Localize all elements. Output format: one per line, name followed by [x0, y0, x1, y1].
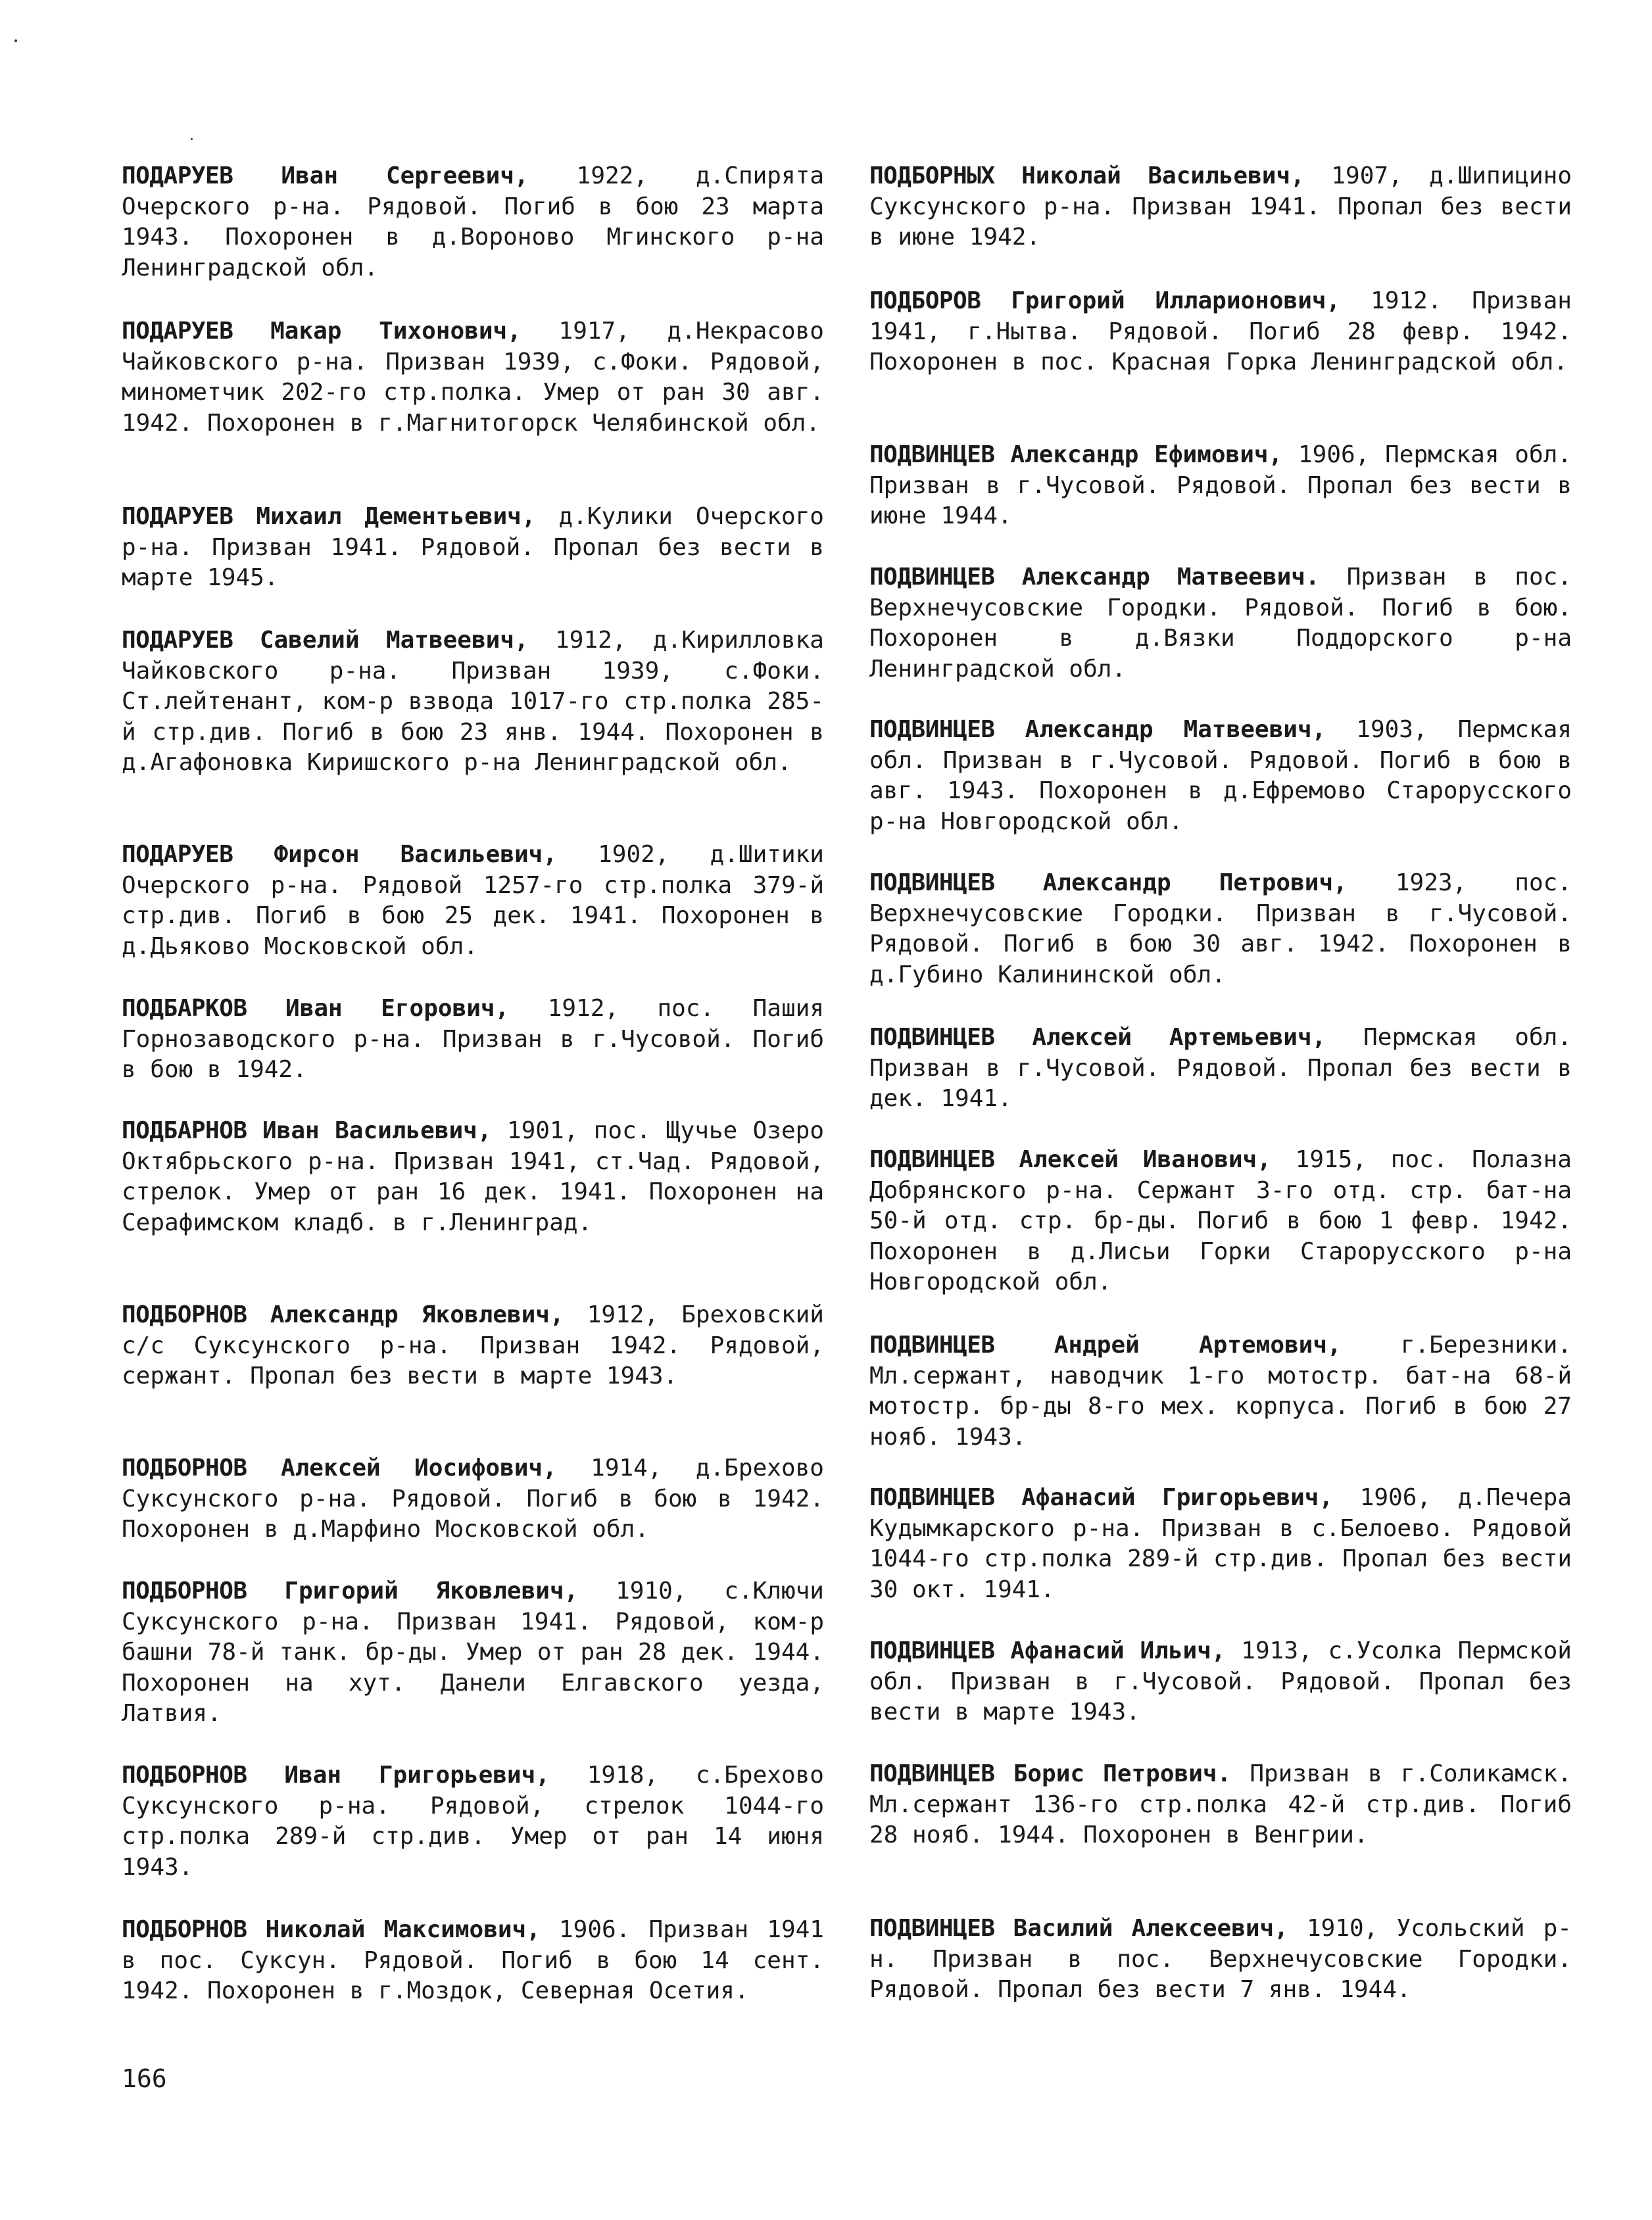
entry-given-name: Алексей Артемьевич, [1032, 1024, 1326, 1051]
entry-biography: 1923, пос. Верхнечусовские Городки. Призван в г.Чусовой. Рядовой. Погиб в бою 30 авг. 1942. Похоронен в д.Губино Калининской обл. [869, 869, 1572, 988]
entry [869, 1914, 1572, 2006]
entry-given-name: Александр Матвеевич. [1021, 564, 1320, 591]
entry-surname: ПОДБОРНОВ [122, 1916, 247, 1943]
entry-biography: Призван в г.Соликамск. Мл.сержант 136-го стр.полка 42-й стр.див. Погиб 28 нояб. 1944. Похоронен в Венгрии. [869, 1760, 1572, 1848]
entry [122, 1915, 824, 2007]
entry-surname: ПОДБАРНОВ [122, 1117, 247, 1144]
entry-surname: ПОДБОРОВ [869, 287, 981, 314]
entry-surname: ПОДБОРНОВ [122, 1578, 247, 1605]
entry-surname: ПОДВИНЦЕВ [869, 716, 995, 743]
entry-biography: 1912, д.Кирилловка Чайковского р-на. Призван 1939, с.Фоки. Ст.лейтенант, ком-р взвода 1017-го стр.полка 285-й стр.див. Погиб в бою 23 янв. 1944. Похоронен в д.Агафоновка Киришского р-на Ленинградской обл. [122, 627, 824, 776]
entry-surname: ПОДБОРНОВ [122, 1455, 247, 1482]
entry-surname: ПОДВИНЦЕВ [869, 441, 995, 468]
entry-biography: 1906, д.Печера Кудымкарского р-на. Призван в с.Белоево. Рядовой 1044-го стр.полка 289-й стр.див. Пропал без вести 30 окт. 1941. [869, 1484, 1572, 1603]
entry-given-name: Григорий Илларионович, [1011, 287, 1341, 314]
entry [869, 1759, 1572, 1851]
entry-given-name: Александр Яковлевич, [270, 1301, 564, 1328]
entry-biography: г.Березники. Мл.сержант, наводчик 1-го мотостр. бат-на 68-й мотостр. бр-ды 8-го мех. корпуса. Погиб в бою 27 нояб. 1943. [869, 1332, 1572, 1451]
entry-surname: ПОДВИНЦЕВ [869, 1146, 995, 1173]
entry-biography: 1910, Усольский р-н. Призван в пос. Верхнечусовские Городки. Рядовой. Пропал без вести 7 янв. 1944. [869, 1915, 1572, 2003]
entry-given-name: Василий Алексеевич, [1013, 1915, 1288, 1942]
entry-given-name: Афанасий Григорьевич, [1021, 1484, 1334, 1511]
entry-biography: 1912. Призван 1941, г.Нытва. Рядовой. Погиб 28 февр. 1942. Похоронен в пос. Красная Горка Ленинградской обл. [869, 287, 1572, 375]
entry-given-name: Фирсон Васильевич, [274, 841, 558, 868]
entry-biography: 1907, д.Шипицино Суксунского р-на. Призван 1941. Пропал без вести в июне 1942. [869, 162, 1572, 251]
entry [122, 161, 824, 283]
entry [869, 286, 1572, 378]
entry [869, 440, 1572, 532]
entry-given-name: Макар Тихонович, [270, 318, 522, 345]
scan-speck [191, 138, 193, 140]
entry [869, 868, 1572, 990]
entry [122, 1453, 824, 1545]
entry-given-name: Иван Сергеевич, [281, 162, 529, 189]
entry-given-name: Николай Васильевич, [1021, 162, 1305, 189]
entry-given-name: Борис Петрович. [1013, 1760, 1232, 1787]
entry-surname: ПОДВИНЦЕВ [869, 564, 995, 591]
entry [869, 1145, 1572, 1298]
entry [869, 562, 1572, 685]
entry-surname: ПОДАРУЕВ [122, 841, 233, 868]
entry-given-name: Александр Петрович, [1042, 869, 1348, 896]
entry [122, 1576, 824, 1729]
entry-given-name: Николай Максимович, [265, 1916, 541, 1943]
entry-biography: 1922, д.Спирята Очерского р-на. Рядовой. Погиб в бою 23 марта 1943. Похоронен в д.Вороново Мгинского р-на Ленинградской обл. [122, 162, 825, 281]
entry-given-name: Андрей Артемович, [1054, 1332, 1342, 1359]
entry-given-name: Иван Егорович, [285, 995, 510, 1022]
entry-biography: 1902, д.Шитики Очерского р-на. Рядовой 1257-го стр.полка 379-й стр.див. Погиб в бою 25 дек. 1941. Похоронен в д.Дьяково Московской обл. [122, 841, 824, 960]
entry-biography: 1917, д.Некрасово Чайковского р-на. Призван 1939, с.Фоки. Рядовой, минометчик 202-го стр.полка. Умер от ран 30 авг. 1942. Похоронен в г.Магнитогорск Челябинской обл. [122, 318, 824, 437]
entry-surname: ПОДАРУЕВ [122, 627, 233, 654]
entry-biography: 1906, Пермская обл. Призван в г.Чусовой. Рядовой. Пропал без вести в июне 1944. [869, 441, 1572, 529]
entry-given-name: Савелий Матвеевич, [259, 627, 529, 654]
entry-biography: 1914, д.Брехово Суксунского р-на. Рядовой. Погиб в бою в 1942. Похоронен в д.Марфино Московской обл. [122, 1455, 824, 1543]
entry-biography: 1915, пос. Полазна Добрянского р-на. Сержант 3-го отд. стр. бат-на 50-й отд. стр. бр-ды. Погиб в бою 1 февр. 1942. Похоронен в д.Лисьи Горки Старорусского р-на Новгородской обл. [869, 1146, 1572, 1295]
entry-biography: 1913, с.Усолка Пермской обл. Призван в г.Чусовой. Рядовой. Пропал без вести в марте 1943. [869, 1637, 1572, 1725]
entry-biography: Пермская обл. Призван в г.Чусовой. Рядовой. Пропал без вести в дек. 1941. [869, 1024, 1572, 1112]
entry-given-name: Иван Васильевич, [262, 1117, 492, 1144]
entry-given-name: Алексей Иванович, [1019, 1146, 1271, 1173]
entry [122, 625, 824, 779]
entry-surname: ПОДАРУЕВ [122, 503, 233, 530]
entry-biography: 1906. Призван 1941 в пос. Суксун. Рядовой. Погиб в бою 14 сент. 1942. Похоронен в г.Моздок, Северная Осетия. [122, 1916, 824, 2004]
entry-surname: ПОДБОРНОВ [122, 1762, 247, 1789]
entry-given-name: Алексей Иосифович, [280, 1455, 557, 1482]
entry-biography: 1903, Пермская обл. Призван в г.Чусовой. Рядовой. Погиб в бою в авг. 1943. Похоронен в д.Ефремово Старорусского р-на Новгородской обл. [869, 716, 1572, 835]
entry-biography: 1918, с.Брехово Суксунского р-на. Рядовой, стрелок 1044-го стр.полка 289-й стр.див. Умер от ран 14 июня 1943. [122, 1762, 824, 1881]
entry [122, 502, 824, 594]
entry-biography: Призван в пос. Верхнечусовские Городки. Рядовой. Погиб в бою. Похоронен в д.Вязки Поддорского р-на Ленинградской обл. [869, 564, 1572, 683]
entry-surname: ПОДВИНЦЕВ [869, 1915, 995, 1942]
entry-surname: ПОДВИНЦЕВ [869, 1024, 995, 1051]
entry-surname: ПОДВИНЦЕВ [869, 1637, 995, 1664]
entry [869, 1330, 1572, 1453]
entry-surname: ПОДВИНЦЕВ [869, 1760, 995, 1787]
entry [869, 715, 1572, 837]
entry-biography: 1912, Бреховский с/с Суксунского р-на. Призван 1942. Рядовой, сержант. Пропал без вести в марте 1943. [122, 1301, 824, 1389]
entry-surname: ПОДВИНЦЕВ [869, 869, 995, 896]
entry [869, 1636, 1572, 1728]
page-number: 166 [122, 2064, 167, 2093]
entry-surname: ПОДАРУЕВ [122, 162, 233, 189]
entry-biography: д.Кулики Очерского р-на. Призван 1941. Рядовой. Пропал без вести в марте 1945. [122, 503, 824, 591]
entry-surname: ПОДБОРНЫХ [869, 162, 995, 189]
entry-biography: 1912, пос. Пашия Горнозаводского р-на. Призван в г.Чусовой. Погиб в бою в 1942. [122, 995, 824, 1083]
entry [122, 840, 824, 962]
entry [122, 316, 824, 439]
entry-surname: ПОДВИНЦЕВ [869, 1332, 995, 1359]
entry-biography: 1901, пос. Щучье Озеро Октябрьского р-на. Призван 1941, ст.Чад. Рядовой, стрелок. Умер от ран 16 дек. 1941. Похоронен на Серафимском кладб. в г.Ленинград. [122, 1117, 824, 1236]
scan-speck [14, 39, 17, 42]
entry-given-name: Александр Матвеевич, [1025, 716, 1326, 743]
entry-given-name: Михаил Дементьевич, [256, 503, 536, 530]
entry [122, 1300, 824, 1392]
entry-surname: ПОДБАРКОВ [122, 995, 247, 1022]
entry [122, 1760, 824, 1883]
entry-surname: ПОДАРУЕВ [122, 318, 233, 345]
entry-surname: ПОДВИНЦЕВ [869, 1484, 995, 1511]
entry [869, 161, 1572, 253]
entry [122, 1116, 824, 1238]
entry [122, 994, 824, 1086]
entry-given-name: Иван Григорьевич, [284, 1762, 550, 1789]
entry-given-name: Афанасий Ильич, [1010, 1637, 1226, 1664]
entry-biography: 1910, с.Ключи Суксунского р-на. Призван 1941. Рядовой, ком-р башни 78-й танк. бр-ды. Умер от ран 28 дек. 1944. Похоронен на хут. Данели Елгавского уезда, Латвия. [122, 1578, 824, 1727]
entry [869, 1483, 1572, 1605]
entry-surname: ПОДБОРНОВ [122, 1301, 247, 1328]
entry [869, 1023, 1572, 1115]
entry-given-name: Григорий Яковлевич, [284, 1578, 579, 1605]
entry-given-name: Александр Ефимович, [1010, 441, 1283, 468]
